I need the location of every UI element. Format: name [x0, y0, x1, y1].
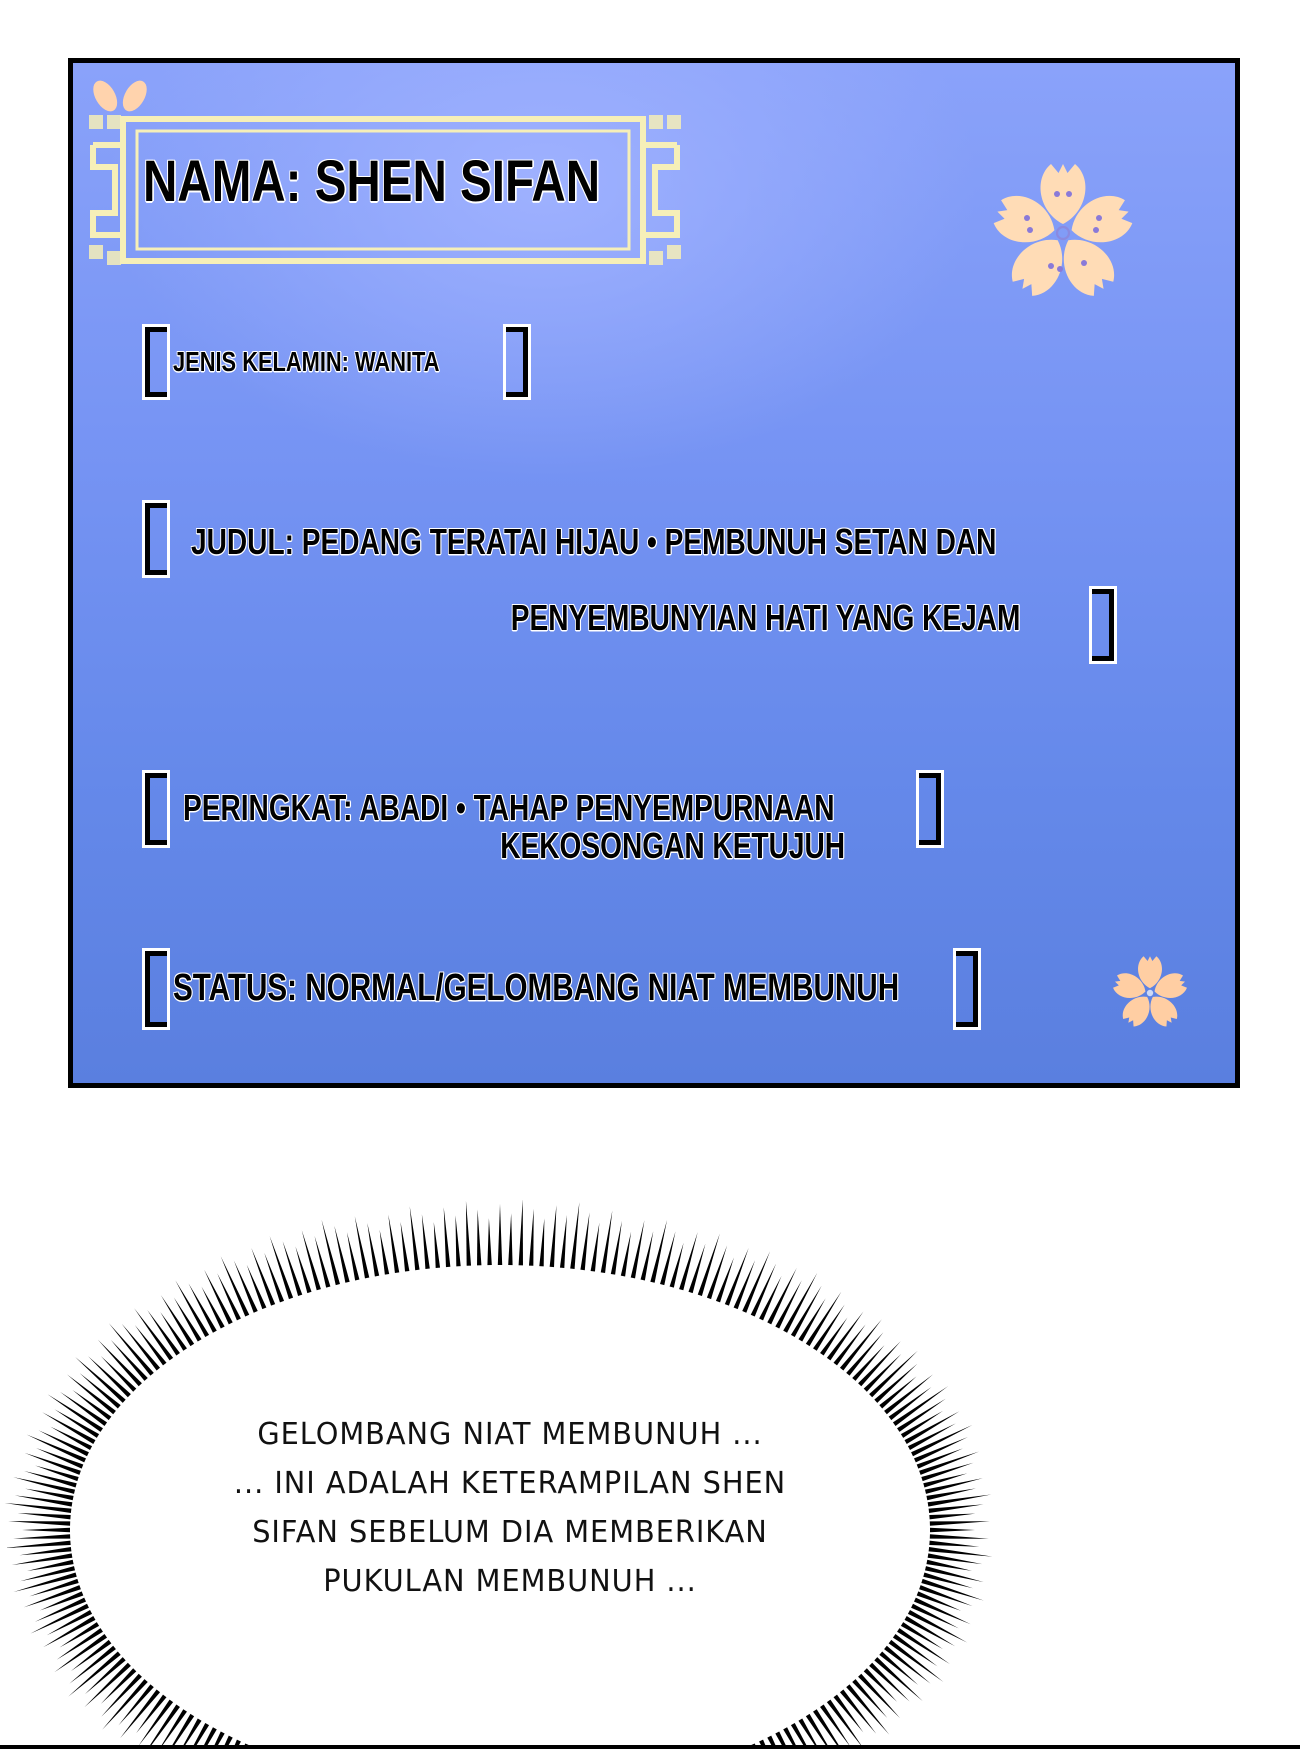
- speech-bubble-text: [164, 1410, 855, 1606]
- status-row: STATUS: NORMAL/GELOMBANG NIAT MEMBUNUH: [173, 967, 900, 1009]
- bracket-right-icon: [919, 773, 941, 845]
- bracket-left-icon: [145, 773, 167, 845]
- rank-row-line2: KEKOSONGAN KETUJUH: [500, 825, 845, 866]
- page-bottom-border: [0, 1745, 1300, 1749]
- bracket-right-icon: [956, 951, 978, 1027]
- sakura-flower-corner-icon: [85, 67, 155, 137]
- title-row-line2: PENYEMBUNYIAN HATI YANG KEJAM: [510, 597, 1020, 638]
- gender-row: JENIS KELAMIN: WANITA: [173, 346, 440, 377]
- bracket-left-icon: [145, 503, 167, 575]
- character-info-panel: [68, 58, 1240, 1088]
- speech-bubble-burst: [0, 1200, 1300, 1749]
- bracket-right-icon: [1092, 589, 1114, 661]
- bubble-line: ... INI ADALAH KETERAMPILAN SHEN: [233, 1466, 787, 1501]
- sakura-flower-small-icon: [1110, 953, 1190, 1033]
- bubble-line: PUKULAN MEMBUNUH ...: [323, 1564, 697, 1599]
- bracket-left-icon: [145, 327, 167, 397]
- title-row-line1: JUDUL: PEDANG TERATAI HIJAU • PEMBUNUH SETAN DAN: [191, 521, 997, 562]
- rank-row-line1: PERINGKAT: ABADI • TAHAP PENYEMPURNAAN: [183, 787, 835, 828]
- sakura-flower-icon: [988, 158, 1138, 308]
- character-name-title: NAMA: SHEN SIFAN: [143, 149, 601, 214]
- bubble-line: SIFAN SEBELUM DIA MEMBERIKAN: [252, 1515, 768, 1550]
- bubble-line: GELOMBANG NIAT MEMBUNUH ...: [257, 1417, 763, 1452]
- bracket-right-icon: [506, 327, 528, 397]
- bracket-left-icon: [145, 951, 167, 1027]
